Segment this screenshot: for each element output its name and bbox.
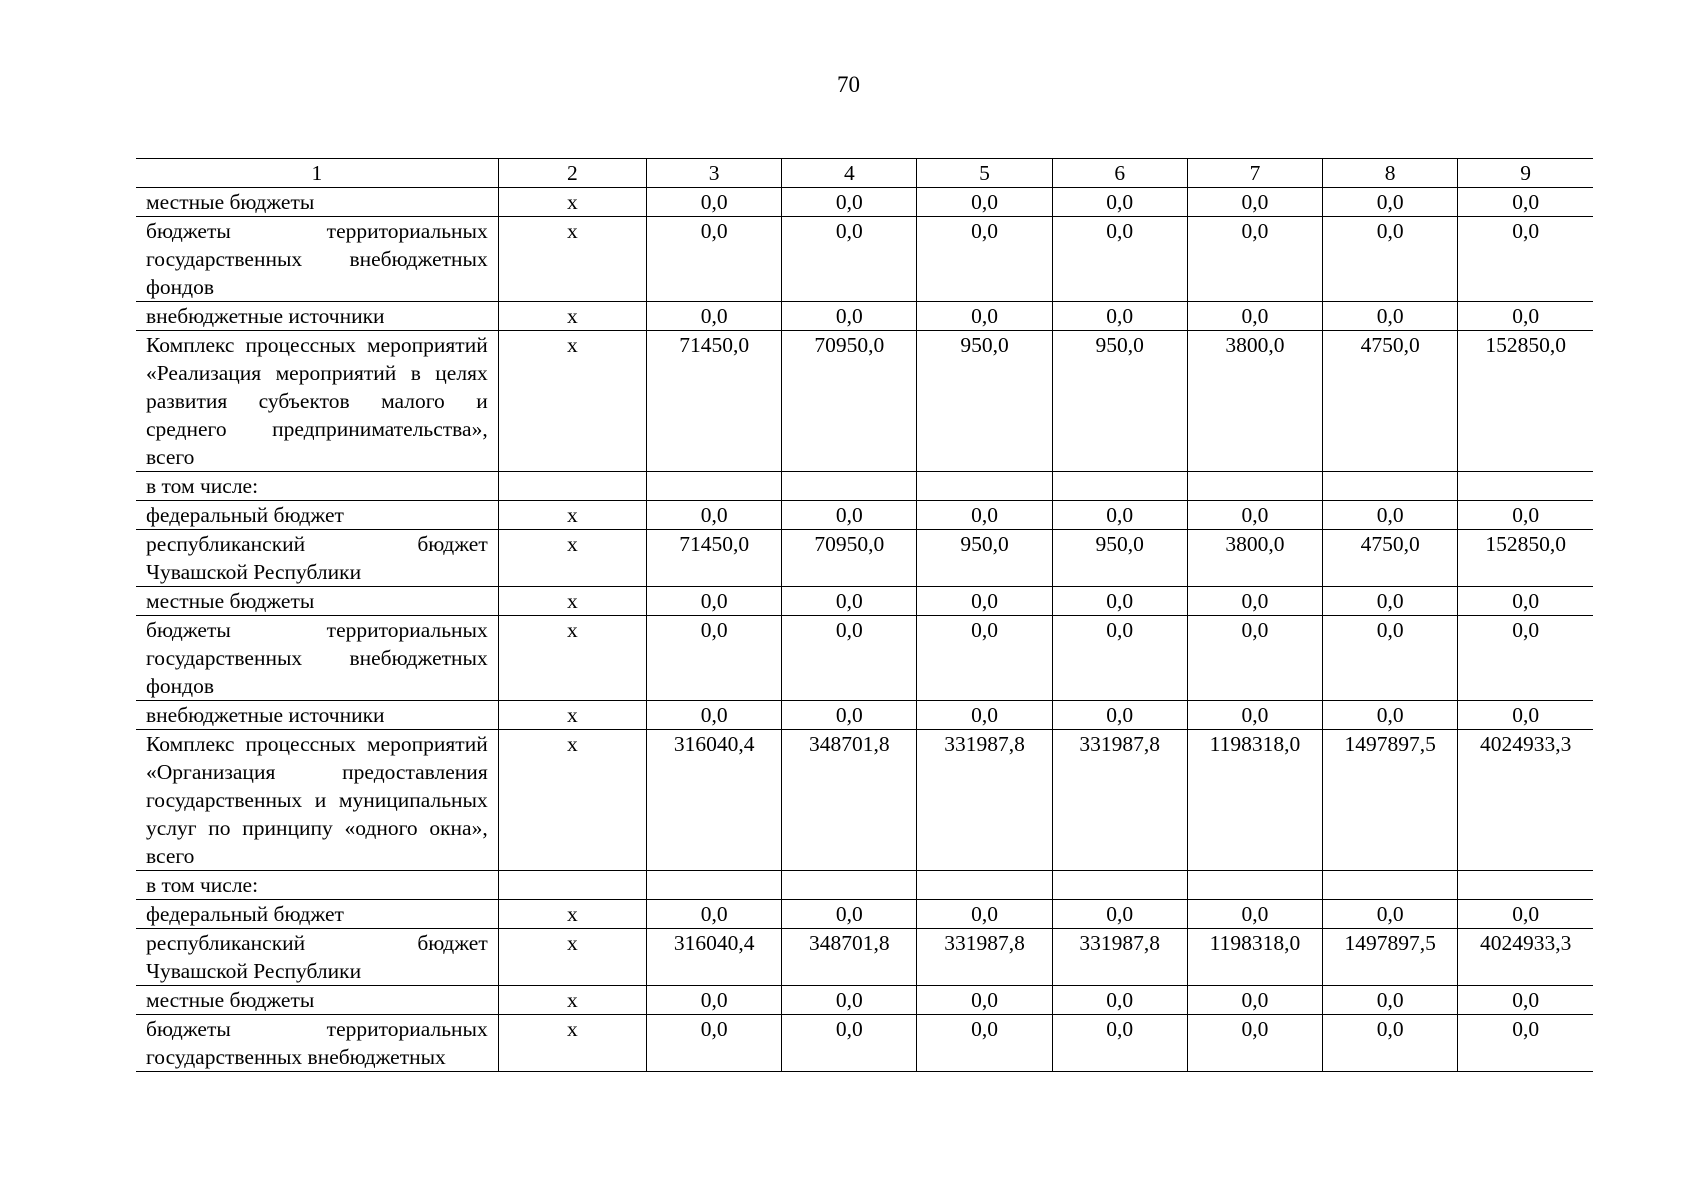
row-mark: [498, 472, 646, 501]
row-label: местные бюджеты: [136, 986, 498, 1015]
page-number: 70: [837, 72, 860, 97]
row-label: бюджеты территориальных государственных внебюджетных: [136, 1015, 498, 1072]
value-cell: 0,0: [782, 900, 917, 929]
value-cell: 0,0: [1323, 986, 1458, 1015]
table-row: [136, 701, 1593, 730]
value-cell: 0,0: [782, 217, 917, 302]
value-cell: 3800,0: [1187, 331, 1322, 472]
row-mark: х: [498, 730, 646, 871]
header-cell: 3: [647, 159, 782, 188]
value-cell: 0,0: [1052, 616, 1187, 701]
value-cell: 0,0: [1458, 217, 1593, 302]
value-cell: 0,0: [917, 1015, 1052, 1072]
value-cell: 0,0: [647, 900, 782, 929]
row-label: внебюджетные источники: [136, 701, 498, 730]
row-mark: х: [498, 1015, 646, 1072]
row-mark: х: [498, 188, 646, 217]
value-cell: [647, 472, 782, 501]
value-cell: 0,0: [1458, 900, 1593, 929]
table-row: [136, 929, 1593, 986]
value-cell: 1198318,0: [1187, 730, 1322, 871]
value-cell: 0,0: [1458, 986, 1593, 1015]
row-mark: х: [498, 587, 646, 616]
table-row: [136, 900, 1593, 929]
row-label: в том числе:: [136, 871, 498, 900]
value-cell: 0,0: [1323, 302, 1458, 331]
value-cell: [1052, 472, 1187, 501]
value-cell: 4750,0: [1323, 530, 1458, 587]
value-cell: 0,0: [782, 701, 917, 730]
value-cell: 950,0: [917, 530, 1052, 587]
row-label: внебюджетные источники: [136, 302, 498, 331]
header-cell: 2: [498, 159, 646, 188]
value-cell: 0,0: [1187, 1015, 1322, 1072]
value-cell: [917, 472, 1052, 501]
value-cell: 0,0: [782, 501, 917, 530]
value-cell: 0,0: [1458, 701, 1593, 730]
value-cell: 0,0: [782, 1015, 917, 1072]
value-cell: 1198318,0: [1187, 929, 1322, 986]
value-cell: 0,0: [1323, 900, 1458, 929]
value-cell: 0,0: [647, 986, 782, 1015]
value-cell: 0,0: [647, 701, 782, 730]
value-cell: 0,0: [917, 302, 1052, 331]
value-cell: 0,0: [782, 616, 917, 701]
row-label: местные бюджеты: [136, 188, 498, 217]
value-cell: 0,0: [917, 701, 1052, 730]
value-cell: 316040,4: [647, 730, 782, 871]
value-cell: 70950,0: [782, 331, 917, 472]
value-cell: 0,0: [1052, 217, 1187, 302]
value-cell: 0,0: [1458, 616, 1593, 701]
value-cell: 331987,8: [1052, 730, 1187, 871]
value-cell: 0,0: [1187, 217, 1322, 302]
table-row: [136, 188, 1593, 217]
table-row: [136, 986, 1593, 1015]
table-row: [136, 587, 1593, 616]
value-cell: [782, 871, 917, 900]
value-cell: 0,0: [1052, 302, 1187, 331]
header-cell: 4: [782, 159, 917, 188]
value-cell: 0,0: [1323, 217, 1458, 302]
value-cell: 0,0: [1187, 587, 1322, 616]
table-row: [136, 871, 1593, 900]
value-cell: 0,0: [782, 302, 917, 331]
value-cell: 0,0: [1187, 701, 1322, 730]
value-cell: 0,0: [1187, 616, 1322, 701]
value-cell: 0,0: [782, 188, 917, 217]
value-cell: 0,0: [1052, 701, 1187, 730]
row-mark: х: [498, 929, 646, 986]
row-label: Комплекс процессных мероприятий «Реализация мероприятий в целях развития субъектов малого и среднего предпринимательства», всего: [136, 331, 498, 472]
row-label: федеральный бюджет: [136, 501, 498, 530]
value-cell: 0,0: [1187, 900, 1322, 929]
header-cell: 9: [1458, 159, 1593, 188]
value-cell: 0,0: [917, 900, 1052, 929]
value-cell: [1187, 871, 1322, 900]
value-cell: 331987,8: [917, 730, 1052, 871]
row-label: республиканский бюджет Чувашской Республики: [136, 929, 498, 986]
value-cell: 3800,0: [1187, 530, 1322, 587]
row-label: бюджеты территориальных государственных внебюджетных фондов: [136, 616, 498, 701]
row-label: федеральный бюджет: [136, 900, 498, 929]
value-cell: 0,0: [1052, 986, 1187, 1015]
value-cell: 0,0: [1052, 1015, 1187, 1072]
table-row: [136, 472, 1593, 501]
row-mark: х: [498, 616, 646, 701]
row-mark: х: [498, 530, 646, 587]
value-cell: 0,0: [647, 501, 782, 530]
value-cell: 4750,0: [1323, 331, 1458, 472]
value-cell: 950,0: [1052, 530, 1187, 587]
value-cell: 0,0: [647, 1015, 782, 1072]
value-cell: 0,0: [1052, 501, 1187, 530]
value-cell: [1323, 472, 1458, 501]
value-cell: 0,0: [647, 217, 782, 302]
header-cell: 7: [1187, 159, 1322, 188]
value-cell: 0,0: [1458, 188, 1593, 217]
row-label: местные бюджеты: [136, 587, 498, 616]
row-mark: х: [498, 217, 646, 302]
value-cell: 4024933,3: [1458, 730, 1593, 871]
value-cell: 0,0: [917, 587, 1052, 616]
value-cell: [1323, 871, 1458, 900]
row-mark: х: [498, 302, 646, 331]
table-row: [136, 616, 1593, 701]
value-cell: 0,0: [1323, 587, 1458, 616]
header-cell: 8: [1323, 159, 1458, 188]
value-cell: 0,0: [1458, 302, 1593, 331]
value-cell: 316040,4: [647, 929, 782, 986]
header-row: [136, 159, 1593, 188]
row-mark: х: [498, 501, 646, 530]
value-cell: 0,0: [917, 188, 1052, 217]
value-cell: 0,0: [647, 616, 782, 701]
value-cell: 0,0: [917, 217, 1052, 302]
value-cell: 0,0: [1052, 188, 1187, 217]
value-cell: 0,0: [1187, 501, 1322, 530]
value-cell: 71450,0: [647, 530, 782, 587]
row-label: бюджеты территориальных государственных внебюджетных фондов: [136, 217, 498, 302]
value-cell: 0,0: [647, 188, 782, 217]
value-cell: 152850,0: [1458, 331, 1593, 472]
value-cell: 0,0: [917, 501, 1052, 530]
value-cell: 0,0: [917, 986, 1052, 1015]
table-row: [136, 530, 1593, 587]
value-cell: 331987,8: [1052, 929, 1187, 986]
table-row: [136, 501, 1593, 530]
value-cell: 0,0: [1323, 1015, 1458, 1072]
value-cell: 0,0: [1323, 701, 1458, 730]
table-row: [136, 217, 1593, 302]
value-cell: [1187, 472, 1322, 501]
table-body: [136, 159, 1593, 1072]
value-cell: 331987,8: [917, 929, 1052, 986]
value-cell: 1497897,5: [1323, 929, 1458, 986]
table-row: [136, 331, 1593, 472]
value-cell: 0,0: [917, 616, 1052, 701]
row-label: Комплекс процессных мероприятий «Организация предоставления государственных и муниципальных услуг по принципу «одного окна», всего: [136, 730, 498, 871]
row-mark: х: [498, 986, 646, 1015]
value-cell: 0,0: [1187, 188, 1322, 217]
value-cell: [1052, 871, 1187, 900]
value-cell: 950,0: [917, 331, 1052, 472]
value-cell: [1458, 871, 1593, 900]
value-cell: 0,0: [1323, 616, 1458, 701]
value-cell: 0,0: [647, 302, 782, 331]
value-cell: 71450,0: [647, 331, 782, 472]
row-mark: х: [498, 900, 646, 929]
value-cell: 4024933,3: [1458, 929, 1593, 986]
value-cell: 950,0: [1052, 331, 1187, 472]
value-cell: [917, 871, 1052, 900]
row-mark: х: [498, 331, 646, 472]
value-cell: 0,0: [1187, 302, 1322, 331]
value-cell: 0,0: [1187, 986, 1322, 1015]
value-cell: 0,0: [1323, 188, 1458, 217]
row-mark: [498, 871, 646, 900]
value-cell: 0,0: [782, 587, 917, 616]
table-row: [136, 1015, 1593, 1072]
value-cell: 348701,8: [782, 730, 917, 871]
funding-table: [136, 158, 1593, 1072]
value-cell: 0,0: [1323, 501, 1458, 530]
value-cell: 0,0: [1052, 900, 1187, 929]
row-label: республиканский бюджет Чувашской Республики: [136, 530, 498, 587]
value-cell: 0,0: [1458, 501, 1593, 530]
value-cell: [1458, 472, 1593, 501]
value-cell: [647, 871, 782, 900]
value-cell: 0,0: [782, 986, 917, 1015]
table-row: [136, 302, 1593, 331]
header-cell: 5: [917, 159, 1052, 188]
value-cell: [782, 472, 917, 501]
value-cell: 0,0: [1052, 587, 1187, 616]
value-cell: 0,0: [647, 587, 782, 616]
row-mark: х: [498, 701, 646, 730]
header-cell: 6: [1052, 159, 1187, 188]
header-cell: 1: [136, 159, 498, 188]
row-label: в том числе:: [136, 472, 498, 501]
value-cell: 0,0: [1458, 1015, 1593, 1072]
value-cell: 70950,0: [782, 530, 917, 587]
table-row: [136, 730, 1593, 871]
value-cell: 348701,8: [782, 929, 917, 986]
value-cell: 1497897,5: [1323, 730, 1458, 871]
value-cell: 0,0: [1458, 587, 1593, 616]
value-cell: 152850,0: [1458, 530, 1593, 587]
